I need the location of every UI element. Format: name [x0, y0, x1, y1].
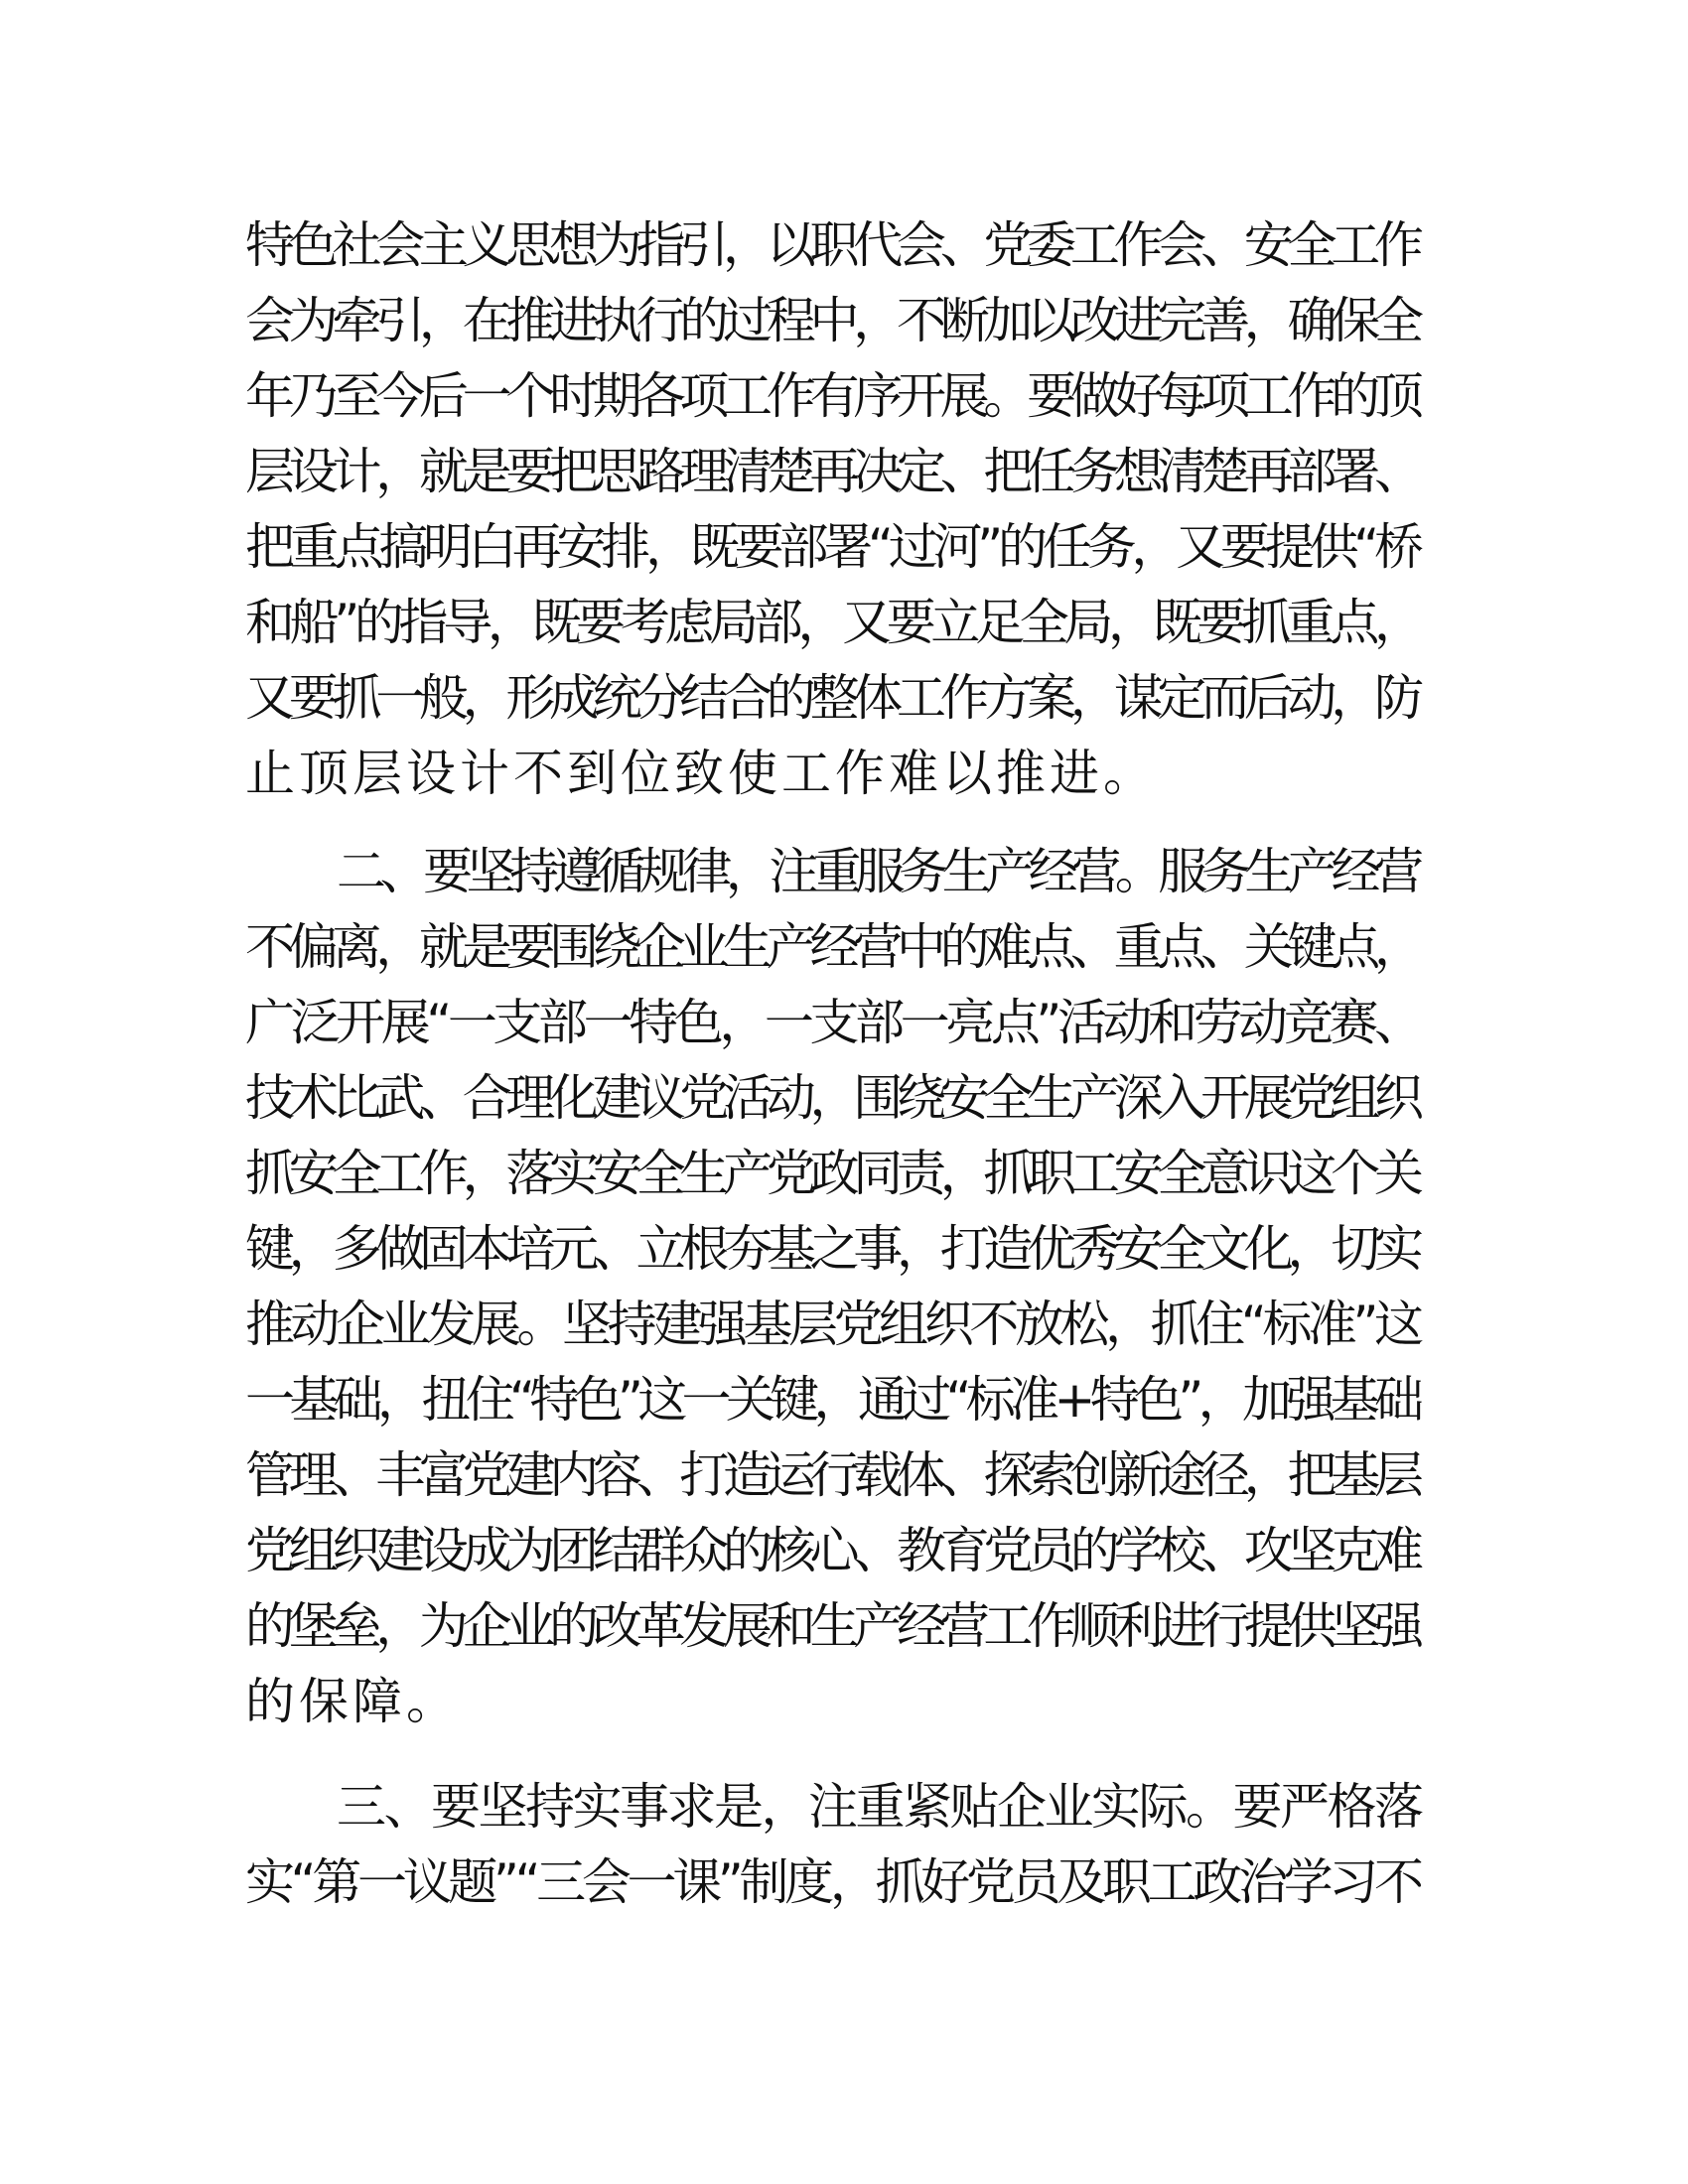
text-line: 管理、丰富党建内容、打造运行载体、探索创新途径，把基层: [245, 1446, 1418, 1504]
text-line: 会为牵引，在推进执行的过程中，不断加以改进完善，确保全: [245, 292, 1418, 349]
text-line: 的堡垒，为企业的改革发展和生产经营工作顺利进行提供坚强: [245, 1597, 1418, 1655]
text-line: 不偏离，就是要围绕企业生产经营中的难点、重点、关键点，: [245, 918, 1418, 976]
text-line: 的保障。: [245, 1673, 460, 1730]
text-line: 抓安全工作，落实安全生产党政同责，抓职工安全意识这个关: [245, 1145, 1418, 1202]
text-line: 键，多做固本培元、立根夯基之事，打造优秀安全文化，切实: [245, 1220, 1418, 1278]
text-line: 止顶层设计不到位致使工作难以推进。: [245, 745, 1157, 802]
text-line: 年乃至今后一个时期各项工作有序开展。要做好每项工作的顶: [245, 367, 1418, 425]
text-line: 层设计，就是要把思路理清楚再决定、把任务想清楚再部署、: [245, 443, 1418, 500]
paragraph-1: [245, 207, 1424, 811]
text-line: 和船”的指导，既要考虑局部，又要立足全局，既要抓重点，: [245, 594, 1419, 651]
text-line: 二、要坚持遵循规律，注重服务生产经营。服务生产经营: [337, 843, 1418, 900]
text-line: 又要抓一般，形成统分结合的整体工作方案，谋定而后动，防: [245, 669, 1418, 727]
paragraph-3: [245, 1769, 1424, 1920]
paragraph-2: [245, 834, 1424, 1739]
text-line: 特色社会主义思想为指引，以职代会、党委工作会、安全工作: [245, 216, 1418, 274]
text-line: 实“第一议题”“三会一课”制度，抓好党员及职工政治学习不: [245, 1853, 1420, 1911]
text-line: 推动企业发展。坚持建强基层党组织不放松，抓住“标准”这: [245, 1296, 1420, 1353]
text-line: 党组织建设成为团结群众的核心、教育党员的学校、攻坚克难: [245, 1522, 1418, 1579]
text-line: 技术比武、合理化建议党活动，围绕安全生产深入开展党组织: [245, 1069, 1418, 1127]
text-line: 广泛开展“一支部一特色，一支部一亮点”活动和劳动竞赛、: [245, 994, 1420, 1051]
text-line: 把重点搞明白再安排，既要部署“过河”的任务，又要提供“桥: [245, 518, 1419, 576]
text-line: 一基础，扭住“特色”这一关键，通过“标准+特色”，加强基础: [245, 1371, 1419, 1429]
text-line: 三、要坚持实事求是，注重紧贴企业实际。要严格落: [337, 1778, 1422, 1836]
